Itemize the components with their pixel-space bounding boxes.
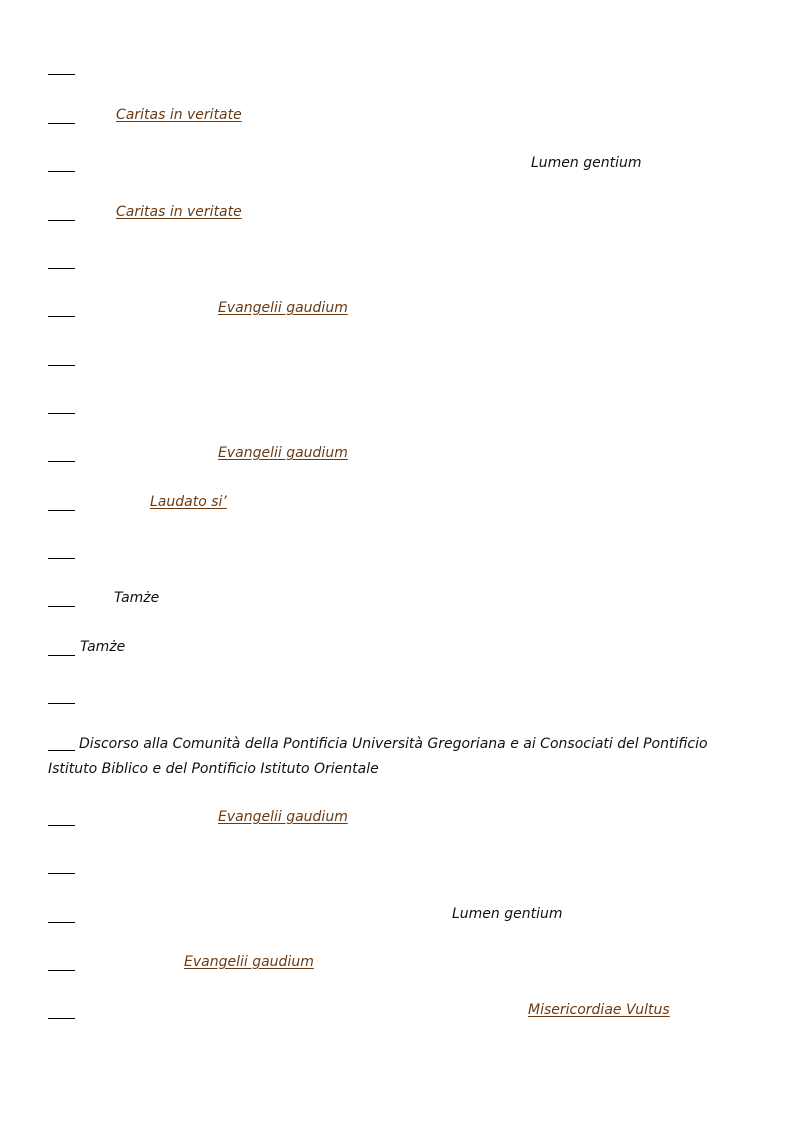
footnote-link[interactable]: Evangelii gaudium — [218, 445, 348, 461]
footnote-link[interactable]: Evangelii gaudium — [184, 954, 314, 970]
footnote — [48, 635, 748, 660]
footnote-marker — [48, 316, 75, 317]
footnote-text: Lumen gentium — [452, 906, 563, 922]
footnote-marker — [48, 606, 75, 607]
footnote-text: Tamże — [114, 590, 160, 606]
footnote — [48, 393, 748, 418]
footnote-link[interactable]: Evangelii gaudium — [218, 809, 348, 825]
footnote — [48, 490, 748, 515]
footnote-marker — [48, 750, 75, 751]
footnote — [48, 683, 748, 708]
footnote — [48, 57, 748, 82]
footnote — [48, 151, 748, 176]
footnote — [48, 902, 748, 927]
footnote — [48, 732, 748, 782]
footnote-marker — [48, 922, 75, 923]
footnote-marker — [48, 825, 75, 826]
footnote — [48, 998, 748, 1023]
footnote-marker — [48, 873, 75, 874]
footnote-marker — [48, 703, 75, 704]
footnote — [48, 296, 748, 321]
footnote — [48, 586, 748, 611]
footnote-marker — [48, 1018, 75, 1019]
footnote — [48, 950, 748, 975]
footnote-text: Lumen gentium — [531, 155, 642, 171]
footnote-marker — [48, 510, 75, 511]
footnote-link[interactable]: Caritas in veritate — [116, 204, 242, 220]
footnote — [48, 345, 748, 370]
footnote-link[interactable]: Misericordiae Vultus — [528, 1002, 670, 1018]
footnote — [48, 200, 748, 225]
footnote-link[interactable]: Evangelii gaudium — [218, 300, 348, 316]
footnote-link[interactable]: Laudato si’ — [150, 494, 227, 510]
footnote-marker — [48, 123, 75, 124]
footnote — [48, 805, 748, 830]
footnote — [48, 853, 748, 878]
footnote-marker — [48, 413, 75, 414]
footnote-marker — [48, 970, 75, 971]
footnote-text: Tamże — [80, 639, 126, 655]
footnote — [48, 248, 748, 273]
footnote-marker — [48, 365, 75, 366]
footnote-marker — [48, 461, 75, 462]
footnote-marker — [48, 558, 75, 559]
footnote-marker — [48, 171, 75, 172]
footnote-text: Discorso alla Comunità della Pontificia Università Gregoriana e ai Consociati del Pontificio Istituto Biblico e del Pontificio Istituto Orientale — [48, 736, 708, 777]
footnote — [48, 441, 748, 466]
footnote-marker — [48, 268, 75, 269]
footnote-paragraph — [48, 732, 748, 782]
footnote-marker — [48, 655, 75, 656]
footnote-marker — [48, 220, 75, 221]
footnote-link[interactable]: Caritas in veritate — [116, 107, 242, 123]
footnote — [48, 538, 748, 563]
footnote-marker — [48, 74, 75, 75]
footnote — [48, 103, 748, 128]
